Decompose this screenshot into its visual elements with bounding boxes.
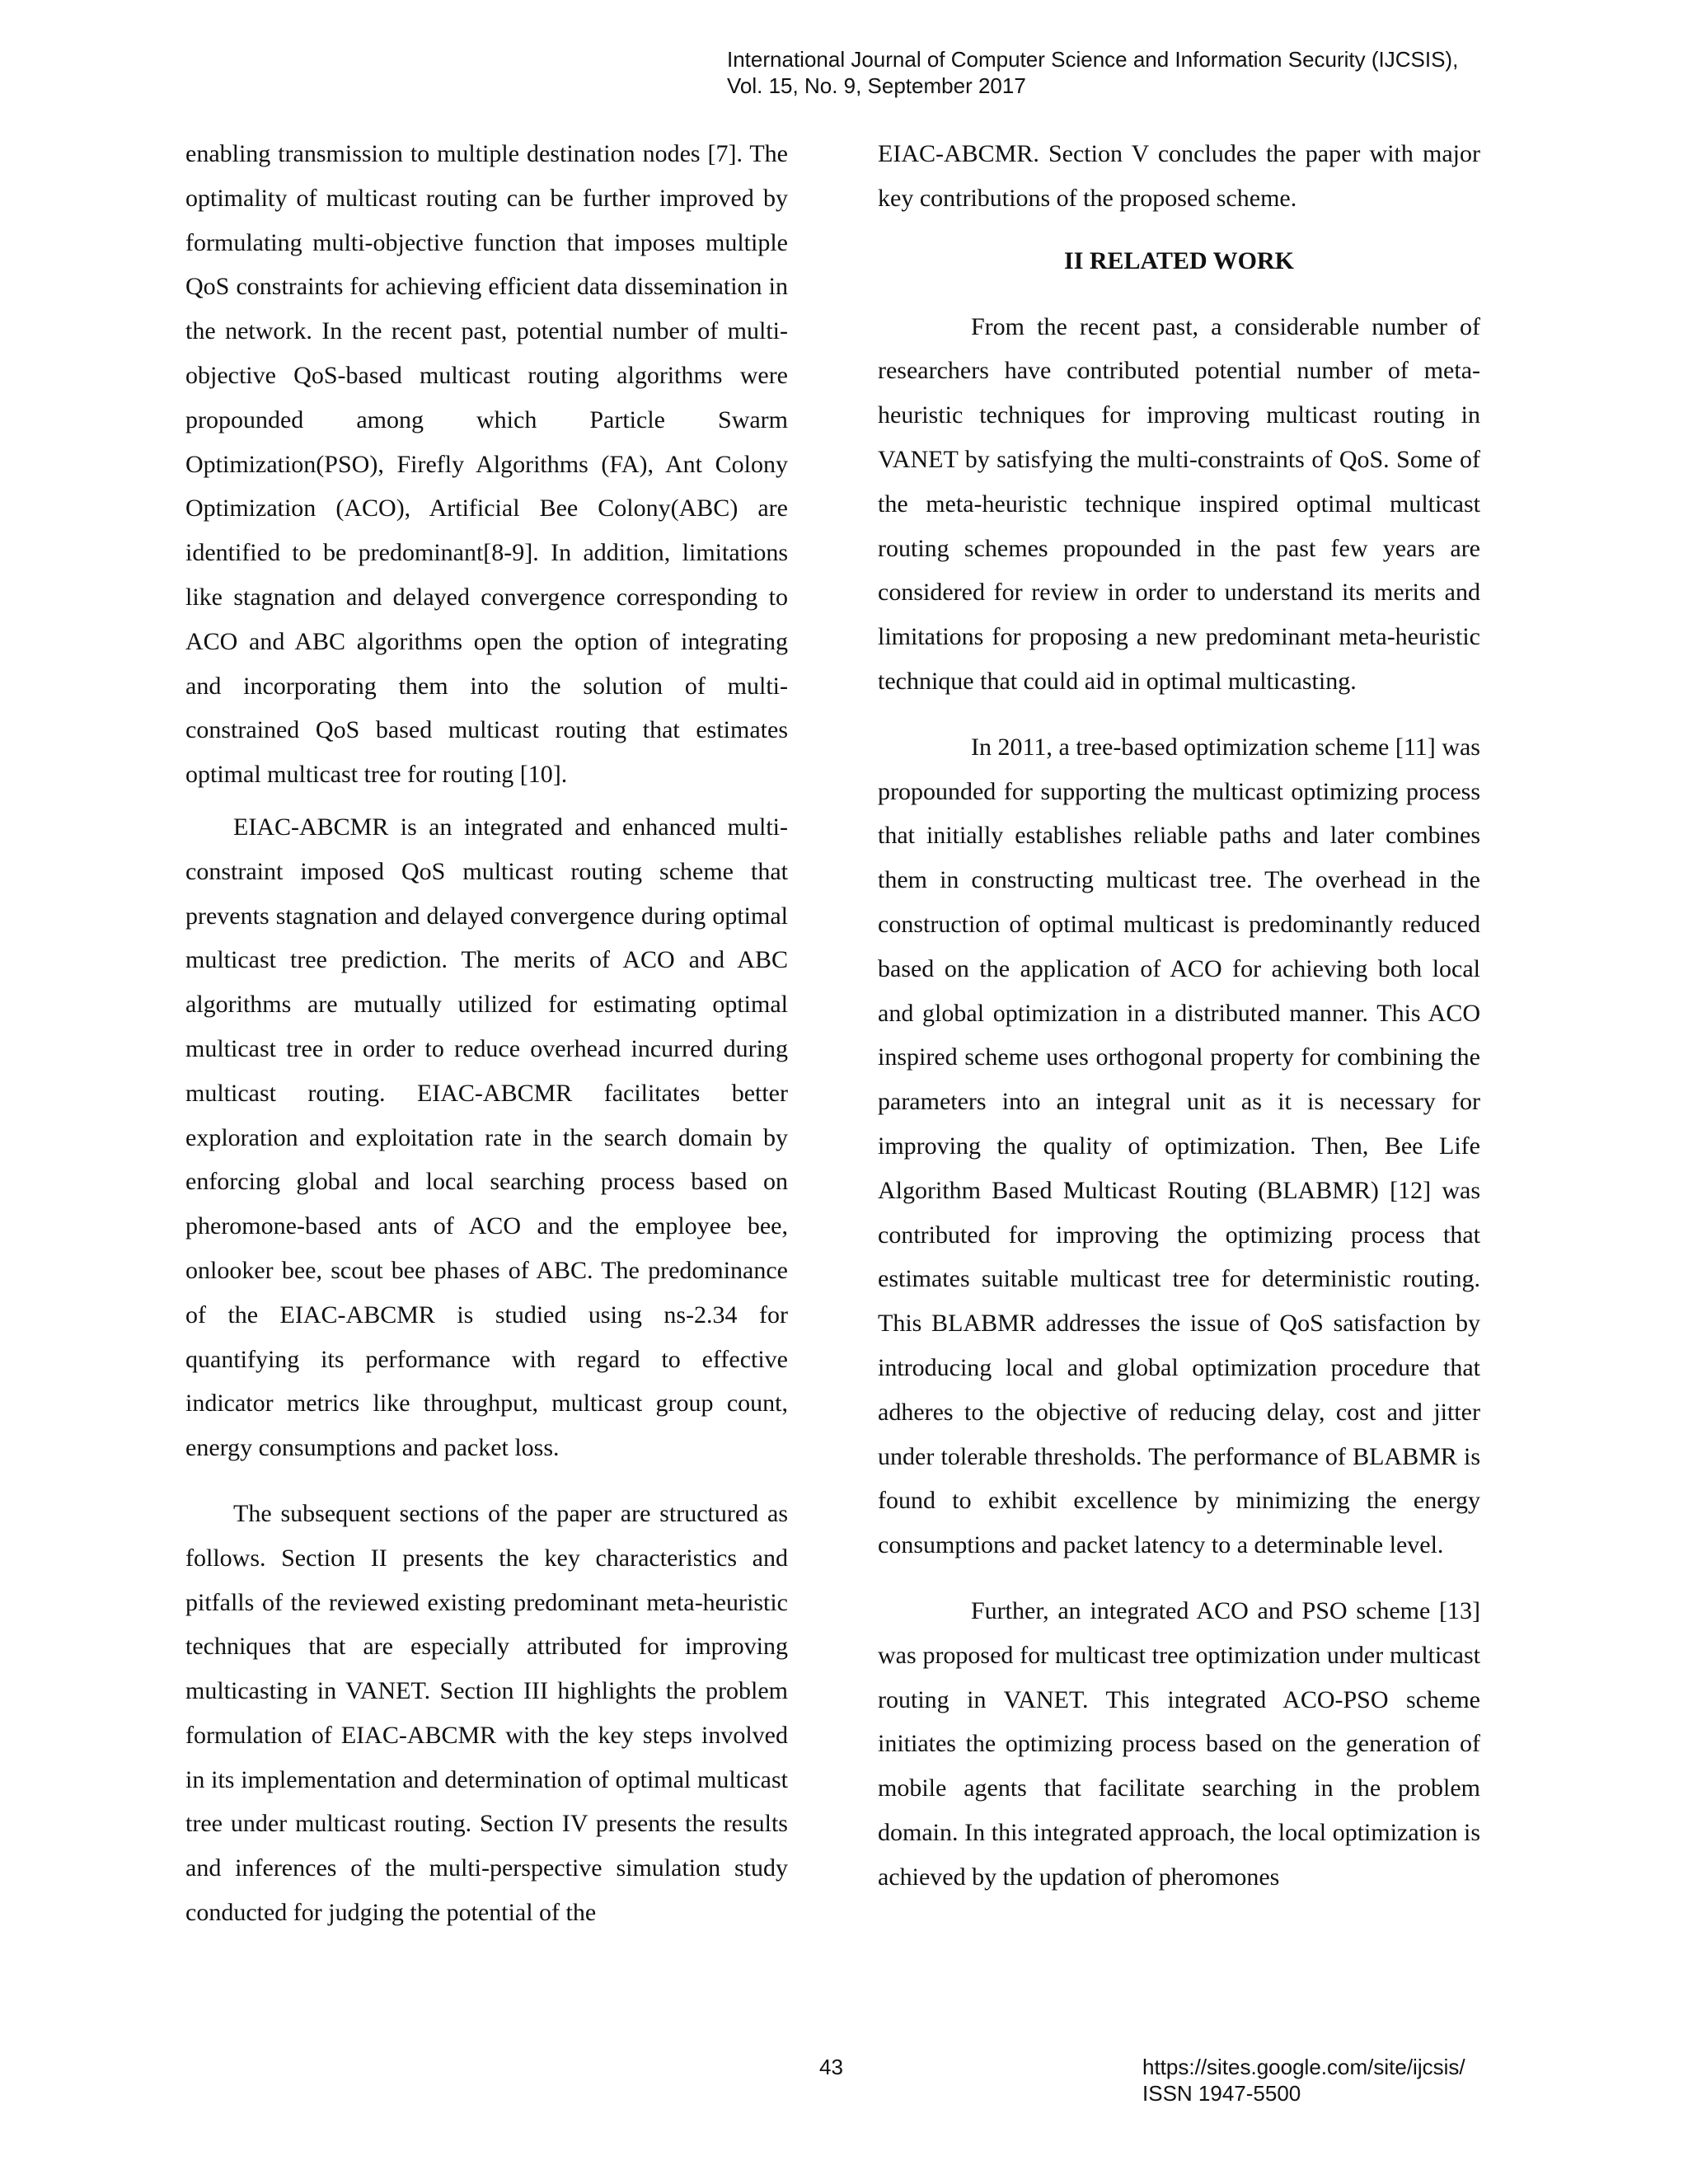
section-heading-related-work: II RELATED WORK <box>1064 246 1294 274</box>
paragraph-related-work-intro: From the recent past, a considerable number of researchers have contributed potential number of meta-heuristic techniques for improving multicast routing in VANET by satisfying the multi-constraints of QoS. Some of the meta-heuristic technique inspired optimal multicast routing schemes propounded in the past few years are considered for review in order to understand its merits and limitations for proposing a new predominant meta-heuristic technique that could aid in optimal multicasting. <box>878 312 1480 695</box>
page-number: 43 <box>819 2055 843 2079</box>
paragraph-tree-based-optimization: In 2011, a tree-based optimization scheme [11] was propounded for supporting the multicast optimizing process that initially establishes reliable paths and later combines them in constructing multicast tree. The overhead in the construction of optimal multicast is predominantly reduced based on the application of ACO for achieving both local and global optimization in a distributed manner. This ACO inspired scheme uses orthogonal property for combining the parameters into an integral unit as it is necessary for improving the quality of optimization. Then, Bee Life Algorithm Based Multicast Routing (BLABMR) [12] was contributed for improving the optimizing process that estimates suitable multicast tree for deterministic routing. This BLABMR addresses the issue of QoS satisfaction by introducing local and global optimization procedure that adheres to the objective of reducing delay, cost and jitter under tolerable thresholds. The performance of BLABMR is found to exhibit excellence by minimizing the energy consumptions and packet latency to a determinable level. <box>878 733 1480 1559</box>
footer-journal-info <box>1142 2054 1465 2107</box>
right-column <box>878 132 1480 1899</box>
paragraph-structure-continued: EIAC-ABCMR. Section V concludes the paper with major key contributions of the proposed scheme. <box>878 140 1480 212</box>
paragraph-eiac-abcmr: EIAC-ABCMR is an integrated and enhanced multi-constraint imposed QoS multicast routing scheme that prevents stagnation and delayed convergence during optimal multicast tree prediction. The merits of ACO and ABC algorithms are mutually utilized for estimating optimal multicast tree in order to reduce overhead incurred during multicast routing. EIAC-ABCMR facilitates better exploration and exploitation rate in the search domain by enforcing global and local searching process based on pheromone-based ants of ACO and the employee bee, onlooker bee, scout bee phases of ABC. The predominance of the EIAC-ABCMR is studied using ns-2.34 for quantifying its performance with regard to effective indicator metrics like throughput, multicast group count, energy consumptions and packet loss. <box>185 813 788 1462</box>
paragraph-intro-continued: enabling transmission to multiple destination nodes [7]. The optimality of multicast routing can be further improved by formulating multi-objective function that imposes multiple QoS constraints for achieving efficient data dissemination in the network. In the recent past, potential number of multi-objective QoS-based multicast routing algorithms were propounded among which Particle Swarm Optimization(PSO), Firefly Algorithms (FA), Ant Colony Optimization (ACO), Artificial Bee Colony(ABC) are identified to be predominant[8-9]. In addition, limitations like stagnation and delayed convergence corresponding to ACO and ABC algorithms open the option of integrating and incorporating them into the solution of multi-constrained QoS based multicast routing that estimates optimal multicast tree for routing [10]. <box>185 140 788 789</box>
journal-volume-line: Vol. 15, No. 9, September 2017 <box>727 73 1026 98</box>
paragraph-paper-structure: The subsequent sections of the paper are structured as follows. Section II presents the key characteristics and pitfalls of the reviewed existing predominant meta-heuristic techniques that are especially attributed for improving multicasting in VANET. Section III highlights the problem formulation of EIAC-ABCMR with the key steps involved in its implementation and determination of optimal multicast tree under multicast routing. Section IV presents the results and inferences of the multi-perspective simulation study conducted for judging the potential of the <box>185 1499 788 1927</box>
journal-title-line: International Journal of Computer Science and Information Security (IJCSIS), <box>727 47 1459 72</box>
journal-url[interactable]: https://sites.google.com/site/ijcsis/ <box>1142 2055 1465 2079</box>
left-column <box>185 132 788 1935</box>
paragraph-aco-pso-scheme: Further, an integrated ACO and PSO scheme [13] was proposed for multicast tree optimization under multicast routing in VANET. This integrated ACO-PSO scheme initiates the optimizing process based on the generation of mobile agents that facilitate searching in the problem domain. In this integrated approach, the local optimization is achieved by the updation of pheromones <box>878 1596 1480 1891</box>
journal-header <box>727 46 1551 99</box>
journal-issn: ISSN 1947-5500 <box>1142 2081 1301 2106</box>
